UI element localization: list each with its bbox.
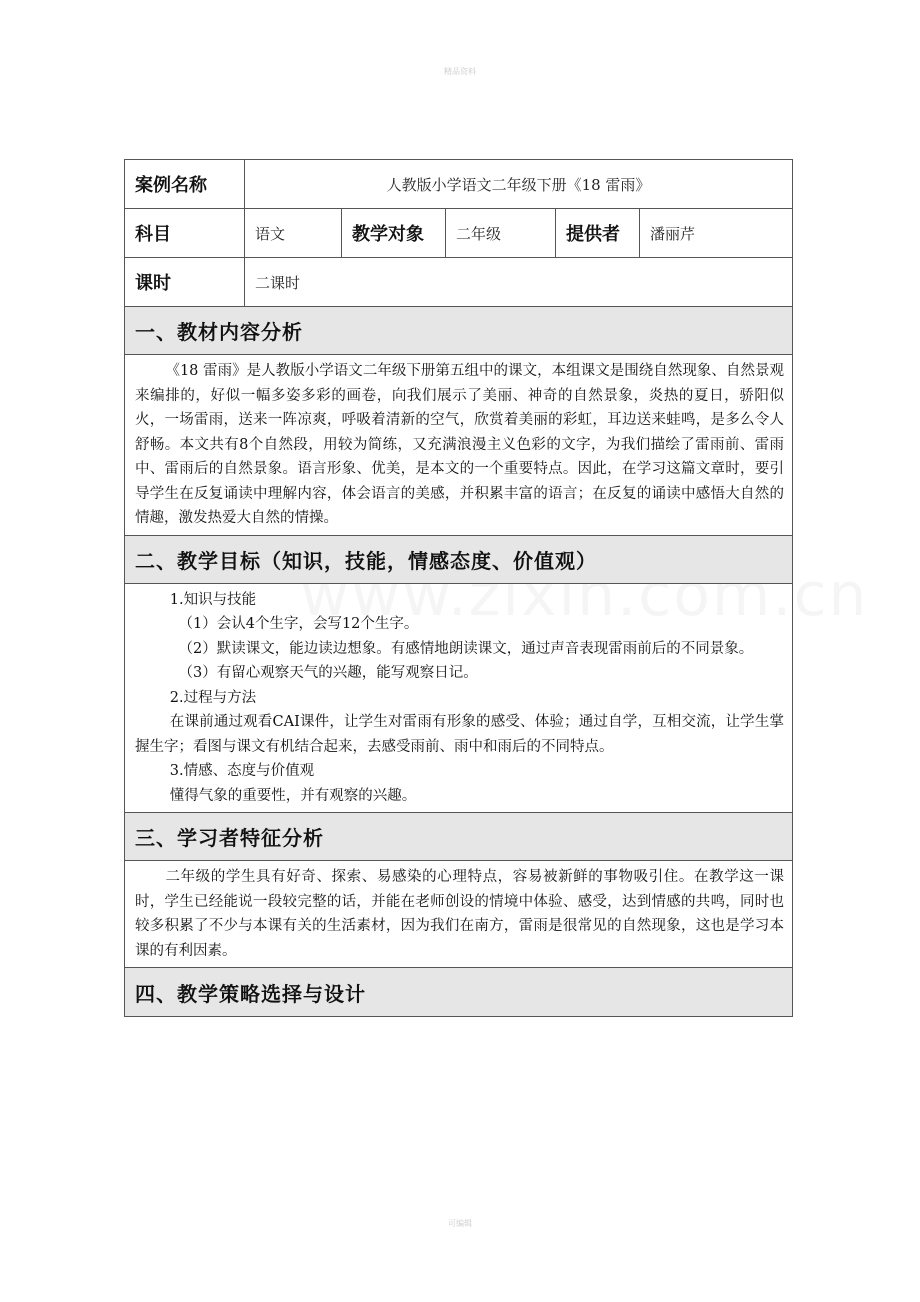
period-row [125, 258, 792, 307]
section-1-text: 《18 雷雨》是人教版小学语文二年级下册第五组中的课文，本组课文是围绕自然现象、自然景观来编排的，好似一幅多姿多彩的画卷，向我们展示了美丽、神奇的自然景象，炎热的夏日，骄阳似火，一场雷雨，送来一阵凉爽，呼吸着清新的空气，欣赏着美丽的彩虹，耳边送来蛙鸣，是多么令人舒畅。本文共有8个自然段，用较为简练，又充满浪漫主义色彩的文字，为我们描绘了雷雨前、雷雨中、雷雨后的自然景象。语言形象、优美，是本文的一个重要特点。因此，在学习这篇文章时，要引导学生在反复诵读中理解内容，体会语言的美感，并积累丰富的语言；在反复的诵读中感悟大自然的情趣，激发热爱大自然的情操。 [135, 363, 784, 526]
subject-value: 语文 [245, 209, 342, 257]
objective-attitude-text: 懂得气象的重要性，并有观察的兴趣。 [169, 787, 417, 804]
audience-label: 教学对象 [342, 209, 446, 257]
section-2-body [125, 584, 792, 814]
period-label: 课时 [125, 258, 245, 306]
lesson-plan-table [124, 159, 793, 1017]
subject-row [125, 209, 792, 258]
page-footer-note: 可编辑 [448, 1219, 472, 1228]
objective-process-heading: 2.过程与方法 [169, 689, 257, 706]
audience-value: 二年级 [446, 209, 556, 257]
objective-item-3: （3）有留心观察天气的兴趣，能写观察日记。 [178, 665, 478, 681]
page-header-note: 精品资料 [444, 67, 476, 76]
objective-process-text: 在课前通过观看CAI课件，让学生对雷雨有形象的感受、体验；通过自学，互相交流，让学生掌握生字；看图与课文有机结合起来，去感受雨前、雨中和雨后的不同特点。 [135, 714, 784, 755]
case-name-label: 案例名称 [125, 160, 245, 208]
case-name-row [125, 160, 792, 209]
period-value: 二课时 [255, 273, 301, 292]
provider-label: 提供者 [556, 209, 640, 257]
objective-attitude-heading: 3.情感、态度与价值观 [169, 763, 315, 779]
section-2-heading: 二、教学目标（知识，技能，情感态度、价值观） [125, 536, 792, 584]
case-name-value: 人教版小学语文二年级下册《18 雷雨》 [386, 175, 651, 194]
objective-item-1: （1）会认4个生字，会写12个生字。 [178, 616, 419, 632]
objective-item-2: （2）默读课文，能边读边想象。有感情地朗读课文，通过声音表现雷雨前后的不同景象。 [178, 640, 754, 657]
subject-label: 科目 [125, 209, 245, 257]
section-1-body [125, 355, 792, 536]
section-3-body [125, 861, 792, 968]
section-3-heading: 三、学习者特征分析 [125, 813, 792, 861]
section-1-heading: 一、教材内容分析 [125, 307, 792, 355]
section-4-heading: 四、教学策略选择与设计 [125, 968, 792, 1016]
section-3-text: 二年级的学生具有好奇、探索、易感染的心理特点，容易被新鲜的事物吸引住。在教学这一课时，学生已经能说一段较完整的话，并能在老师创设的情境中体验、感受，达到情感的共鸣，同时也较多积累了不少与本课有关的生活素材，因为我们在南方，雷雨是很常见的自然现象，这也是学习本课的有利因素。 [135, 869, 784, 959]
objective-knowledge-heading: 1.知识与技能 [169, 591, 257, 608]
provider-value: 潘丽芹 [650, 224, 696, 243]
